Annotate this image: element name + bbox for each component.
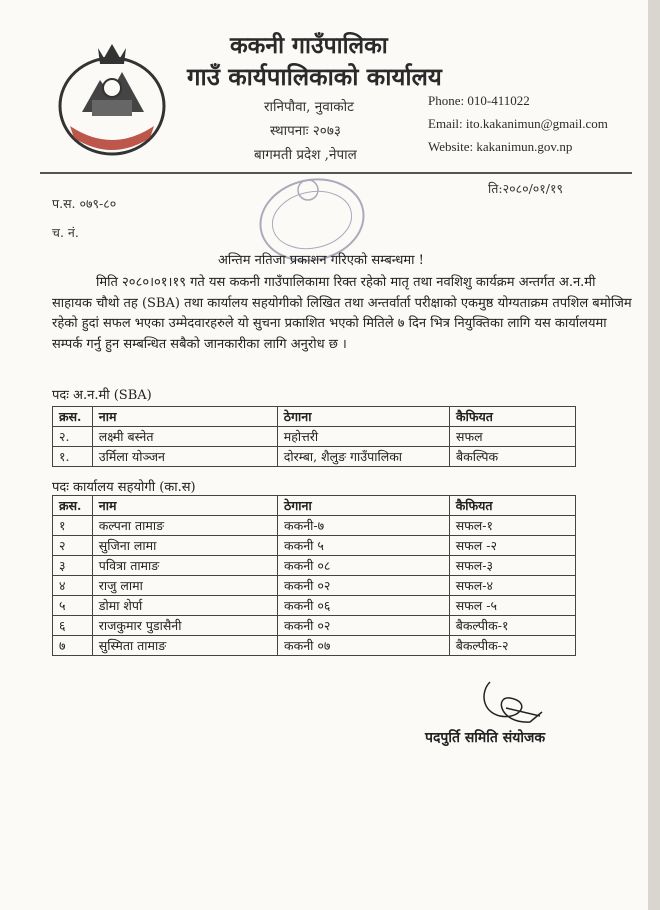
cell-remarks: बैकल्पिक [450, 447, 576, 467]
cell-serial: ५ [53, 596, 93, 616]
table-row [53, 447, 576, 467]
government-emblem-logo [52, 34, 172, 162]
cell-name: सुस्मिता तामाङ [92, 636, 277, 656]
address-line-3: बागमती प्रदेश ,नेपाल [254, 147, 357, 163]
cell-remarks: बैकल्पीक-१ [449, 616, 575, 636]
table-header-row [53, 407, 576, 427]
col-name-header: नाम [92, 496, 277, 516]
table-row [53, 427, 576, 447]
letter-date: ति:२०८०/०१/१९ [488, 181, 563, 196]
cell-serial: ३ [53, 556, 93, 576]
cell-serial: १ [53, 516, 93, 536]
cell-serial: ६ [53, 616, 93, 636]
cell-address: ककनी ०७ [278, 636, 450, 656]
dispatch-number: च. नं. [52, 225, 79, 240]
table-row [53, 556, 576, 576]
cell-name: पवित्रा तामाङ [92, 556, 277, 576]
cell-address: ककनी ०६ [278, 596, 450, 616]
cell-address: ककनी ०८ [278, 556, 450, 576]
table-row [53, 576, 576, 596]
cell-name: राजु लामा [92, 576, 277, 596]
cell-serial: ४ [53, 576, 93, 596]
col-name-header: नाम [92, 407, 277, 427]
post-title-sba: पदः अ.न.मी (SBA) [52, 388, 152, 403]
letter-ps-number: प.स. ०७९-८० [52, 196, 117, 211]
address-line-1: रानिपौवा, नुवाकोट [264, 99, 354, 115]
cell-remarks: सफल -२ [449, 536, 575, 556]
cell-remarks: सफल-३ [449, 556, 575, 576]
subject-line: अन्तिम नतिजा प्रकाशन गरिएको सम्बन्धमा ! [218, 253, 424, 268]
cell-serial: २. [53, 427, 93, 447]
cell-remarks: सफल-४ [449, 576, 575, 596]
cell-address: ककनी ०२ [278, 576, 450, 596]
cell-remarks: बैकल्पीक-२ [449, 636, 575, 656]
notice-body: मिति २०८०।०१।१९ गते यस ककनी गाउँपालिकामा रिक्त रहेको मातृ तथा नवशिशु कार्यक्रम अन्तर्गत अ.न.मी साहायक चौथो तह (SBA) तथा कार्यालय सहयोगीको लिखित तथा अन्तर्वार्ता परीक्षाको एकमुष्ठ योग्यताक्रम तपशिल बमोजिम रहेको हुदां सफल भएका उम्मेदवारहरुले यो सुचना प्रकाशित भएको मितिले ७ दिन भित्र नियुक्तिका लागि यस कार्यालयमा सम्पर्क गर्नु हुन सम्बन्धित सबैको जानकारीका लागि अनुरोध छ । [52, 275, 632, 352]
cell-remarks: सफल [450, 427, 576, 447]
cell-address: ककनी ०२ [278, 616, 450, 636]
cell-name: राजकुमार पुडासैनी [92, 616, 277, 636]
page-edge [648, 0, 660, 910]
cell-serial: २ [53, 536, 93, 556]
results-table-sba [52, 406, 576, 467]
cell-address: ककनी ५ [278, 536, 450, 556]
post-title-office-assistant: पदः कार्यालय सहयोगी (का.स) [52, 480, 196, 495]
organization-name: ककनी गाउँपालिका [230, 32, 388, 59]
table-row [53, 536, 576, 556]
handwritten-signature [470, 672, 560, 732]
cell-address: ककनी-७ [278, 516, 450, 536]
table-row [53, 596, 576, 616]
signatory-title: पदपुर्ति समिति संयोजक [425, 730, 546, 746]
col-remarks-header: कैफियत [449, 496, 575, 516]
cell-address: महोत्तरी [277, 427, 449, 447]
col-serial-header: क्रस. [53, 407, 93, 427]
table-row [53, 516, 576, 536]
phone-number: Phone: 010-411022 [428, 93, 530, 108]
cell-name: उर्मिला योञ्जन [92, 447, 277, 467]
office-name: गाउँ कार्यपालिकाको कार्यालय [187, 62, 442, 91]
col-serial-header: क्रस. [53, 496, 93, 516]
cell-name: लक्ष्मी बस्नेत [92, 427, 277, 447]
col-remarks-header: कैफियत [450, 407, 576, 427]
results-table-office-assistant [52, 495, 576, 656]
cell-serial: ७ [53, 636, 93, 656]
cell-remarks: सफल-१ [449, 516, 575, 536]
table-header-row [53, 496, 576, 516]
website-address: Website: kakanimun.gov.np [428, 139, 573, 154]
email-address: Email: ito.kakanimun@gmail.com [428, 116, 608, 131]
cell-name: डोमा शेर्पा [92, 596, 277, 616]
cell-serial: १. [53, 447, 93, 467]
cell-name: सुजिना लामा [92, 536, 277, 556]
col-address-header: ठेगाना [278, 496, 450, 516]
address-line-2: स्थापनाः २०७३ [270, 123, 341, 139]
cell-remarks: सफल -५ [449, 596, 575, 616]
col-address-header: ठेगाना [277, 407, 449, 427]
cell-address: दोरम्बा, शैलुङ गाउँपालिका [277, 447, 449, 467]
table-row [53, 616, 576, 636]
cell-name: कल्पना तामाङ [92, 516, 277, 536]
table-row [53, 636, 576, 656]
